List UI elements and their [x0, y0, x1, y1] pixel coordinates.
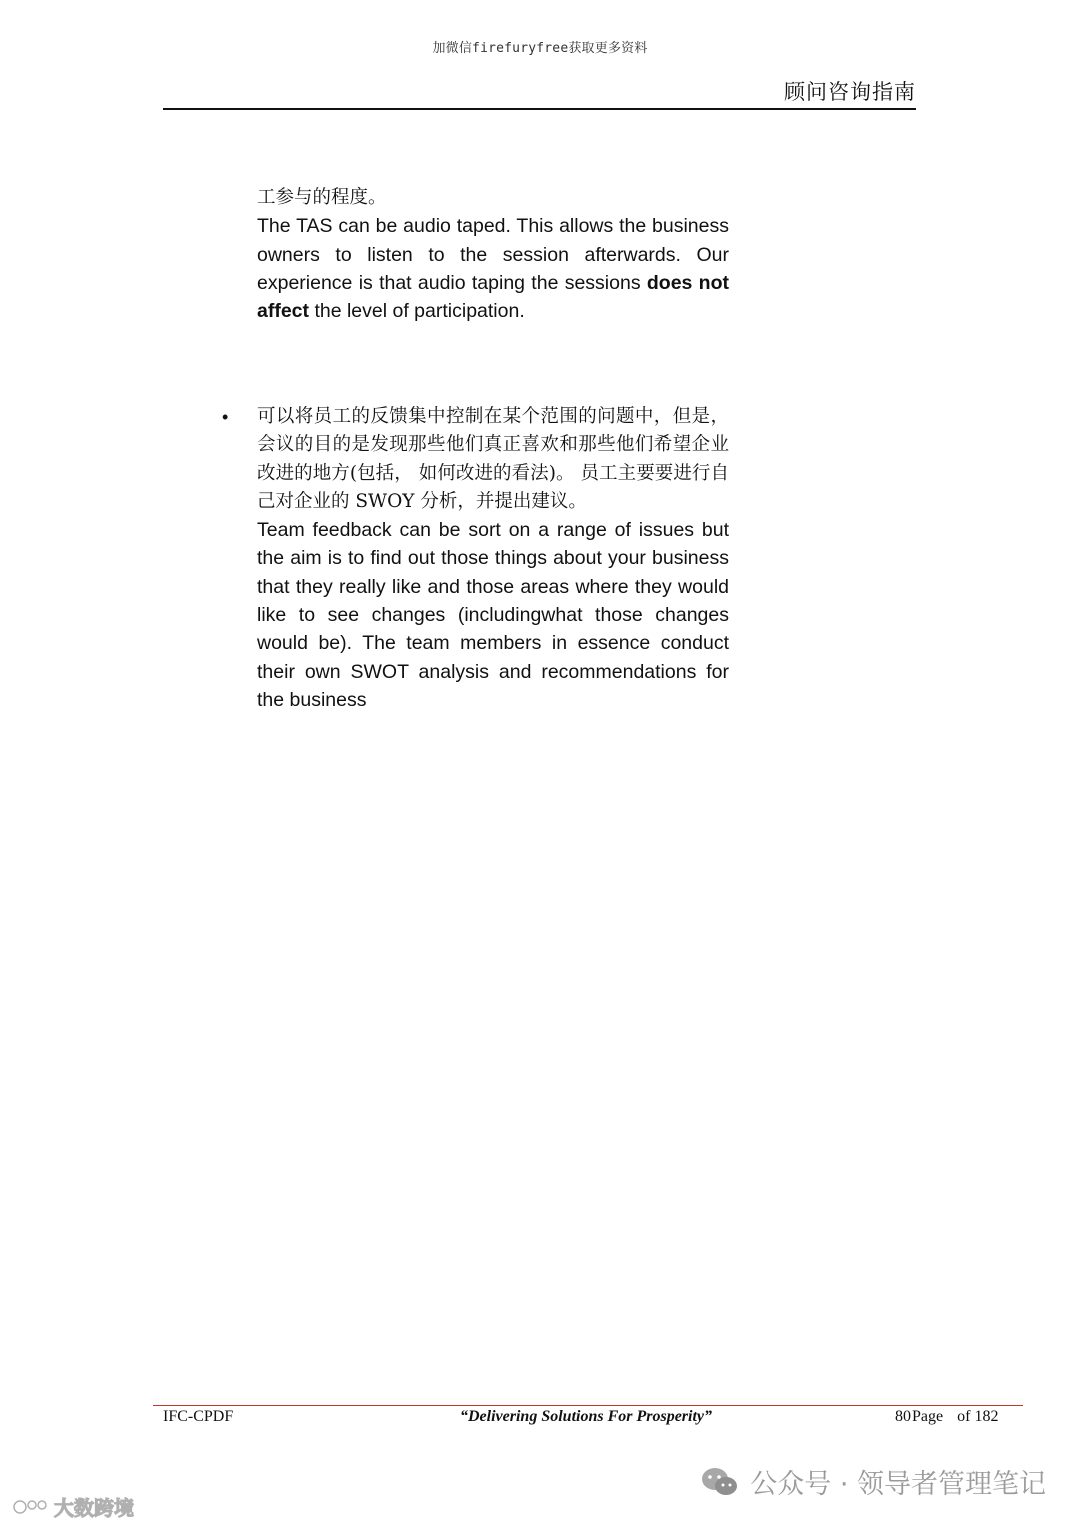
cjk-line: 工参与的程度。 [257, 187, 387, 208]
footer-slogan: “Delivering Solutions For Prosperity” [460, 1408, 713, 1425]
bottom-left-watermark-text: 大数跨境 [54, 1496, 134, 1520]
footer-page-info [895, 1408, 998, 1426]
bullet-item-team-feedback [257, 403, 729, 714]
header-title: 顾问咨询指南 [784, 80, 916, 104]
english-bold-text: does not affect [257, 271, 729, 323]
top-watermark: 加微信firefuryfree获取更多资料 [432, 41, 648, 56]
page-label: Page [912, 1408, 944, 1425]
wechat-watermark [700, 1462, 1046, 1501]
bullet-english-paragraph: Team feedback can be sort on a range of issues but the aim is to find out those things about your business that they really like and those areas where they would like to see changes (includingwhat those changes would be). The team members in essence conduct their own SWOT analysis and recommendations for the business [257, 519, 729, 711]
brand-logo-icon [12, 1496, 50, 1518]
wechat-watermark-text: 公众号 · 领导者管理笔记 [750, 1469, 1046, 1500]
english-text-part-2: the level of participation. [309, 300, 525, 323]
paragraph-audio-taping [257, 184, 729, 325]
bullet-icon: • [222, 407, 229, 427]
footer-org: IFC-CPDF [163, 1408, 234, 1425]
english-paragraph [257, 212, 729, 325]
bullet-cjk-paragraph: 可以将员工的反馈集中控制在某个范围的问题中，但是， 会议的目的是发现那些他们真正喜欢和那些他们希望企业改进的地方(包括， 如何改进的看法)。 员工主要要进行自己对企业的 SWOY 分析，并提出建议。 [257, 406, 729, 512]
bottom-left-watermark [12, 1492, 134, 1521]
english-text-part-1: The TAS can be audio taped. This allows the business owners to listen to the session afterwards. Our experience is that audio taping the sessions [257, 215, 729, 294]
footer-rule [153, 1405, 1023, 1406]
wechat-icon [700, 1466, 740, 1498]
page-total: of 182 [957, 1408, 999, 1425]
page-number: 80 [895, 1408, 911, 1425]
header-rule [163, 108, 916, 110]
